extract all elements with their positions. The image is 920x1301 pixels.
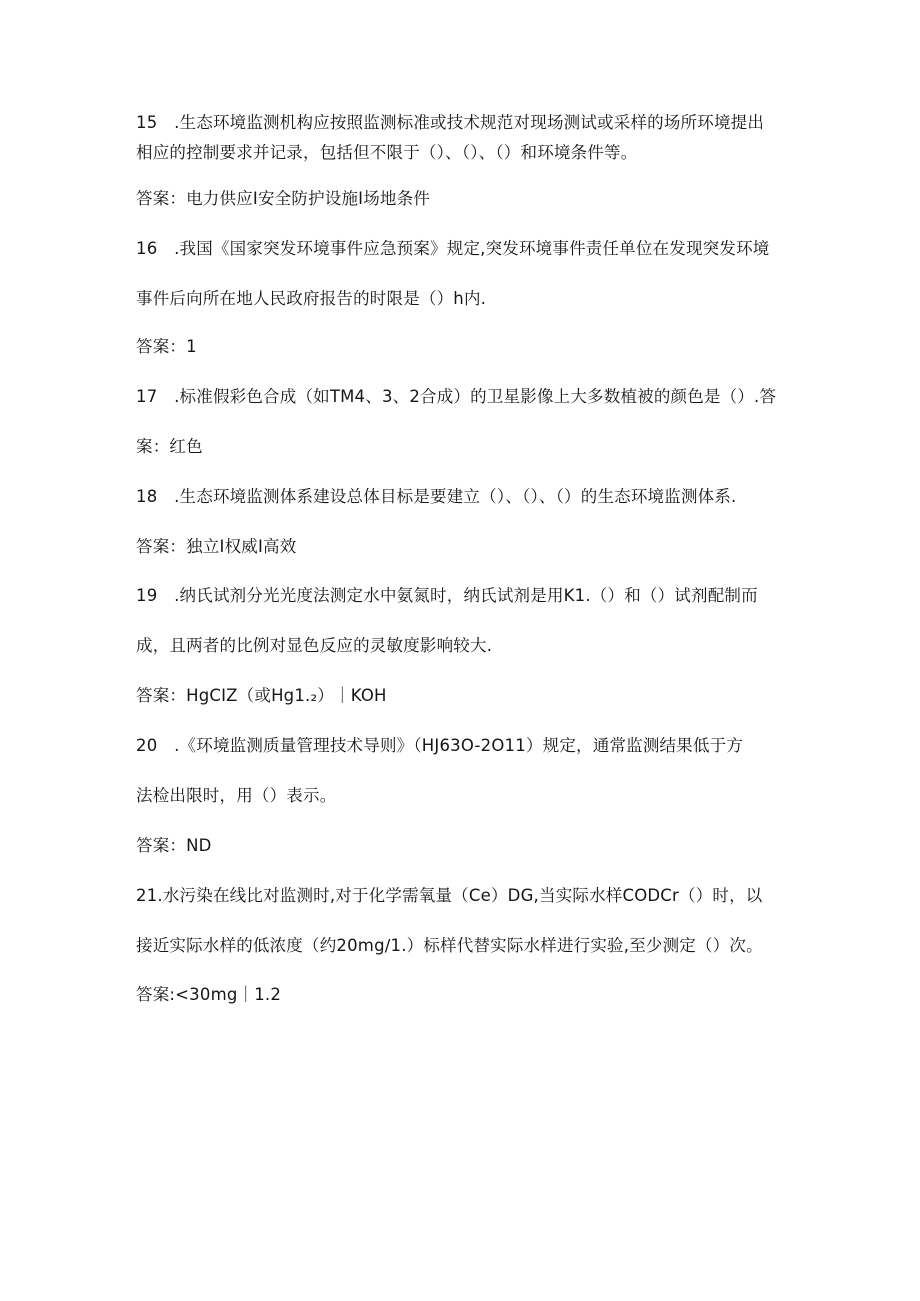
- q18-line-1: 18 .生态环境监测体系建设总体目标是要建立（）、（）、（）的生态环境监测体系.: [136, 487, 737, 506]
- q21-answer: 答案:<30mg｜1.2: [136, 985, 282, 1004]
- q19-line-1: 19 .纳氏试剂分光光度法测定水中氨氮时，纳氏试剂是用K1.（）和（）试剂配制而: [136, 586, 758, 605]
- q19-line-2: 成，且两者的比例对显色反应的灵敏度影响较大.: [136, 636, 493, 655]
- q20-line-2: 法检出限时，用（）表示。: [136, 786, 337, 805]
- q20-line-1: 20 .《环境监测质量管理技术导则》（HJ63O-2O11）规定，通常监测结果低于方: [136, 736, 744, 755]
- q21-line-1: 21.水污染在线比对监测时,对于化学需氧量（Ce）DG,当实际水样CODCr（）时，以: [136, 886, 763, 905]
- q17-line-2: 案：红色: [136, 437, 203, 456]
- q19-answer: 答案：HgCIZ（或Hg1.₂）｜KOH: [136, 686, 387, 705]
- q16-answer: 答案：1: [136, 337, 197, 356]
- q15-line-2: 相应的控制要求并记录，包括但不限于（）、（）、（）和环境条件等。: [136, 143, 638, 162]
- q18-answer: 答案：独立I权威I高效: [136, 537, 297, 556]
- q15-answer: 答案：电力供应I安全防护设施I场地条件: [136, 189, 431, 208]
- q17-line-1: 17 .标准假彩色合成（如TM4、3、2合成）的卫星影像上大多数植被的颜色是（）.答: [136, 387, 777, 406]
- q21-line-2: 接近实际水样的低浓度（约20mg∕1.）标样代替实际水样进行实验,至少测定（）次。: [136, 936, 763, 955]
- q15-line-1: 15 .生态环境监测机构应按照监测标准或技术规范对现场测试或采样的场所环境提出: [136, 113, 765, 132]
- q16-line-1: 16 .我国《国家突发环境事件应急预案》规定,突发环境事件责任单位在发现突发环境: [136, 239, 770, 258]
- q20-answer: 答案：ND: [136, 836, 212, 855]
- q16-line-2: 事件后向所在地人民政府报告的时限是（）h内.: [136, 289, 487, 308]
